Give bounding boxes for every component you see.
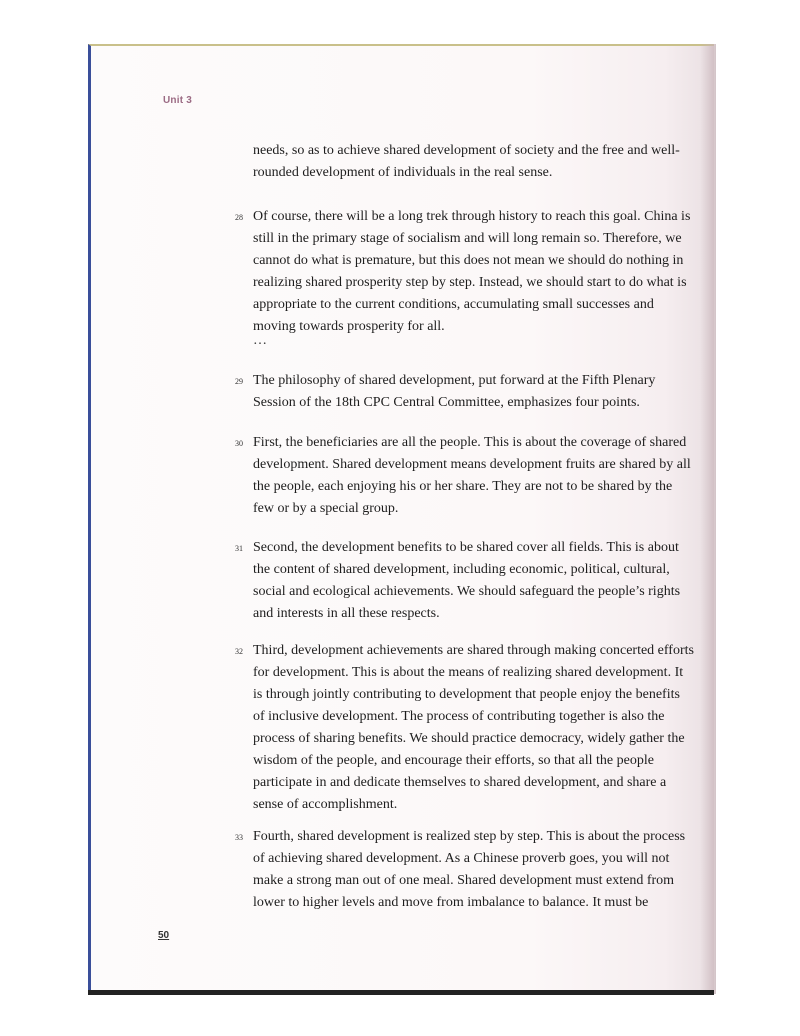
- paragraph-text: needs, so as to achieve shared development of society and the free and well-rounded development of individuals in the real sense.: [253, 143, 680, 180]
- paragraph-continuation: [253, 140, 695, 184]
- page-number: 50: [158, 930, 170, 941]
- paragraph-28: [235, 206, 695, 338]
- paragraph-text: Third, development achievements are shared through making concerted efforts for development. This is about the means of realizing shared development. It is through jointly contributing to development that people enjoy the benefits of inclusive development. The process of contributing together is also the process of sharing benefits. We should practice democracy, widely gather the wisdom of the people, and encourage their efforts, so that all the people participate in and dedicate themselves to shared development, and share a sense of accomplishment.: [253, 643, 694, 812]
- paragraph-30: [235, 432, 695, 520]
- paragraph-number: 30: [235, 439, 243, 448]
- paragraph-number: 28: [235, 213, 243, 222]
- page-bottom-edge: [88, 990, 714, 995]
- unit-label: Unit 3: [163, 95, 192, 106]
- paragraph-text: First, the beneficiaries are all the people. This is about the coverage of shared development. Shared development means development fruits are shared by all the people, each enjoying his or her share. They are not to be shared by the few or by a special group.: [253, 435, 691, 516]
- paragraph-33: [235, 826, 695, 914]
- paragraph-text: Fourth, shared development is realized step by step. This is about the process of achieving shared development. As a Chinese proverb goes, you will not make a strong man out of one meal. Shared development must extend from lower to higher levels and move from imbalance to balance. It must be: [253, 829, 686, 910]
- ellipsis: …: [253, 333, 267, 348]
- paragraph-32: [235, 640, 695, 816]
- paragraph-text: The philosophy of shared development, put forward at the Fifth Plenary Session of the 18th CPC Central Committee, emphasizes four points.: [253, 373, 656, 410]
- paragraph-31: [235, 537, 695, 625]
- page-gutter-shadow: [700, 44, 716, 994]
- paragraph-text: Of course, there will be a long trek through history to reach this goal. China is still in the primary stage of socialism and will long remain so. Therefore, we cannot do what is premature, but this does not mean we should do nothing in realizing shared prosperity step by step. Instead, we should start to do what is appropriate to the current conditions, accumulating small successes and moving towards prosperity for all.: [253, 209, 691, 334]
- paragraph-number: 31: [235, 544, 243, 553]
- paragraph-29: [235, 370, 695, 414]
- paragraph-number: 33: [235, 833, 243, 842]
- paragraph-text: Second, the development benefits to be shared cover all fields. This is about the content of shared development, including economic, political, cultural, social and ecological achievements. We should safeguard the people’s rights and interests in all these respects.: [253, 540, 681, 621]
- paragraph-number: 32: [235, 647, 243, 656]
- paragraph-number: 29: [235, 377, 243, 386]
